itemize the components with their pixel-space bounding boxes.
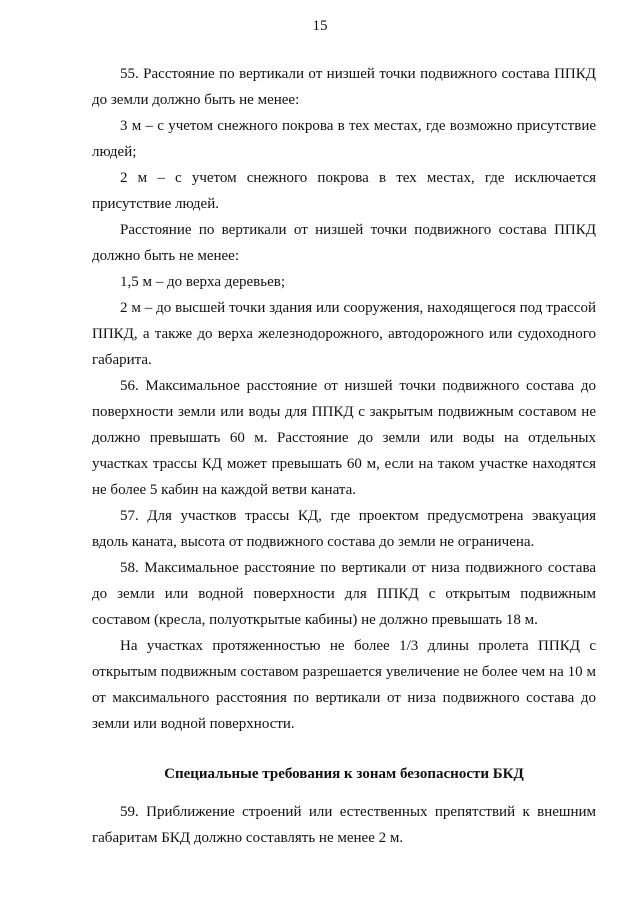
paragraph-59: 59. Приближение строений или естественных препятствий к внешним габаритам БКД должно составлять не менее 2 м. bbox=[92, 804, 596, 846]
paragraph-55-item-trees: 1,5 м – до верха деревьев; bbox=[120, 274, 286, 290]
paragraph-58-sections: На участках протяженностью не более 1/3 длины пролета ППКД с открытым подвижным составом разрешается увеличение не более чем на 10 м от максимального расстояния по вертикали от низа подвижного состава до земли или водной поверхности. bbox=[92, 638, 596, 732]
section-heading: Специальные требования к зонам безопасности БКД bbox=[164, 766, 524, 782]
paragraph-58: 58. Максимальное расстояние по вертикали от низа подвижного состава до земли или водной поверхности для ППКД с открытым подвижным составом (кресла, полуоткрытые кабины) не должно превышать 18 м. bbox=[92, 560, 596, 628]
paragraph-55-vertical-distance: Расстояние по вертикали от низшей точки подвижного состава ППКД должно быть не менее: bbox=[92, 222, 596, 264]
paragraph-56: 56. Максимальное расстояние от низшей точки подвижного состава до поверхности земли или воды для ППКД с закрытым подвижным составом не должно превышать 60 м. Расстояние до земли или воды на отдельных участках трассы КД может превышать 60 м, если на таком участке находятся не более 5 кабин на каждой ветви каната. bbox=[92, 378, 596, 498]
paragraph-55-item-3m: 3 м – с учетом снежного покрова в тех местах, где возможно присутствие людей; bbox=[92, 118, 596, 160]
page-number: 15 bbox=[312, 18, 328, 34]
paragraph-57: 57. Для участков трассы КД, где проектом предусмотрена эвакуация вдоль каната, высота от подвижного состава до земли не ограничена. bbox=[92, 508, 596, 550]
paragraph-55-item-2m: 2 м – с учетом снежного покрова в тех местах, где исключается присутствие людей. bbox=[92, 170, 596, 212]
paragraph-55-item-buildings: 2 м – до высшей точки здания или сооружения, находящегося под трассой ППКД, а также до верха железнодорожного, автодорожного или судоходного габарита. bbox=[92, 300, 596, 368]
paragraph-55: 55. Расстояние по вертикали от низшей точки подвижного состава ППКД до земли должно быть не менее: bbox=[92, 66, 596, 108]
document-body bbox=[92, 61, 596, 851]
